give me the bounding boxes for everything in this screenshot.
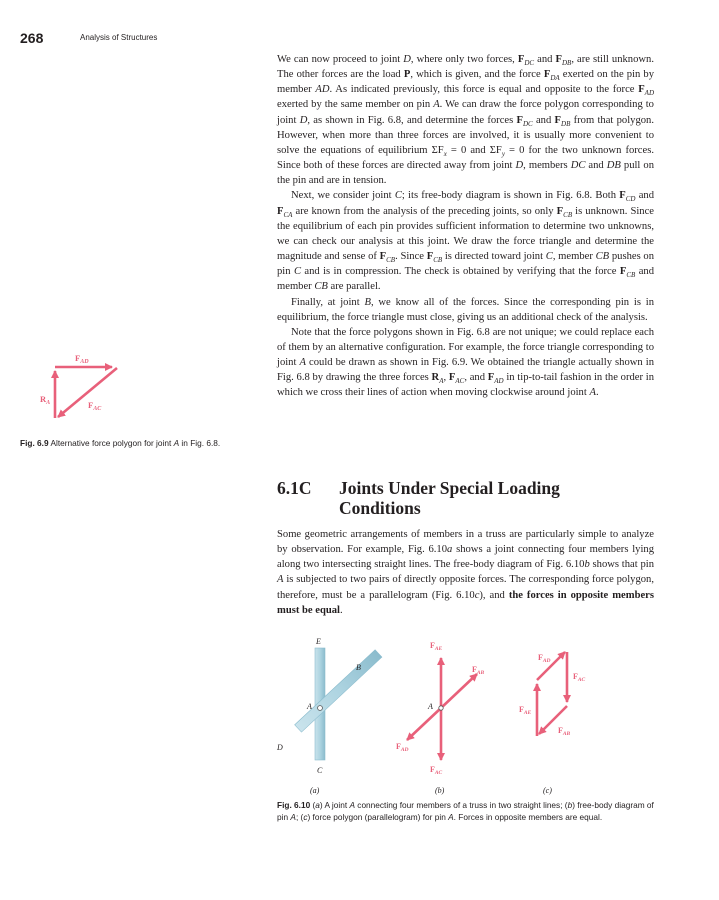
fig-6-10b-free-body	[396, 641, 485, 776]
text-run: and is in compression. The check is obtained by verifying that the force	[301, 266, 620, 278]
fb-pin	[439, 706, 443, 710]
text-run: shows a joint connecting four members lying along two intersecting straight lines. The free-body diagram of Fig. 6.10	[277, 544, 654, 571]
text-run: F	[619, 266, 627, 278]
text-run: A	[277, 574, 284, 586]
text-run: DB	[606, 160, 621, 172]
text-run: (	[310, 800, 316, 810]
text-run: A	[299, 357, 306, 369]
fig-6-9-caption-text	[49, 438, 221, 448]
text-run: CD	[625, 195, 636, 204]
text-run: A	[433, 99, 440, 111]
section-title-line1: Joints Under Special Loading	[339, 478, 560, 498]
text-run: pushes on pin	[277, 251, 655, 278]
text-run: pull on the pin and are in tension.	[277, 160, 654, 187]
text-run: F	[448, 372, 456, 384]
text-run: Some geometric arrangements of members in a truss are particularly simple to analyze by observation. For example, Fig. 6.10	[277, 529, 654, 556]
text-run: c	[474, 589, 480, 601]
text-run: = 0 for the two unknown forces. Since both of these forces are directed away from joint	[277, 144, 654, 172]
text-run: a	[315, 800, 320, 810]
text-run: ΣF	[431, 144, 444, 156]
text-run: the forces in opposite members must be equal	[277, 589, 654, 616]
text-run: and member	[277, 266, 654, 293]
text-run: We can now proceed to joint	[277, 54, 404, 65]
text-run: and	[532, 114, 555, 126]
member-db	[295, 650, 382, 732]
text-run: CB	[563, 210, 573, 219]
text-run: AC	[455, 377, 465, 386]
text-run: y	[501, 150, 505, 159]
text-run: . Forces in opposite members are equal.	[453, 812, 603, 822]
text-run: R	[431, 372, 440, 384]
fig-6-9-fad-label: $F_{AD}$	[75, 353, 89, 365]
body-paragraph	[277, 325, 654, 401]
fb-fae-label: $F_{AE}$	[430, 641, 443, 652]
text-run: F	[543, 69, 551, 81]
fig-6-10c-force-polygon	[519, 652, 586, 737]
text-run: , are still unknown. The other forces are the load	[277, 54, 654, 81]
fig-6-9-force-triangle	[20, 345, 140, 435]
fb-fab-arrow	[441, 674, 477, 708]
text-run: , and	[464, 372, 488, 384]
sublabel-b: (b)	[435, 786, 445, 795]
text-run: AD	[494, 377, 504, 386]
text-run: . Since	[395, 251, 427, 263]
text-run: AD	[644, 89, 655, 98]
text-run: F	[277, 205, 284, 217]
text-run: and	[635, 190, 654, 202]
text-run: ) free-body diagram of pin	[277, 800, 654, 822]
text-run: .	[595, 387, 599, 399]
body-paragraph	[277, 52, 654, 188]
fig-6-9-caption-label: Fig. 6.9	[20, 438, 49, 448]
fp-fae-label: $F_{AE}$	[519, 705, 532, 716]
text-run: F	[517, 54, 525, 65]
sublabel-c: (c)	[543, 786, 552, 795]
text-run: A	[439, 377, 444, 386]
fb-fab-label: $F_{AB}$	[472, 665, 485, 676]
text-run: D	[403, 54, 411, 65]
text-run: DB	[561, 59, 572, 68]
text-run: x	[443, 150, 447, 159]
text-run: DC	[524, 59, 535, 68]
text-run: ; (	[295, 812, 304, 822]
text-run: ) A joint	[319, 800, 350, 810]
label-a: A	[307, 702, 312, 711]
text-run: , where only two forces,	[410, 54, 518, 65]
fig-6-10-caption	[277, 799, 657, 823]
text-run: Alternative force polygon for joint	[48, 438, 174, 448]
text-run: CB	[433, 256, 443, 265]
text-run: in tip-to-tail fashion in the order in which we cross their lines of action when moving clockwise around joint	[277, 372, 654, 399]
text-run: Finally, at joint	[291, 296, 365, 308]
text-run: F	[426, 251, 434, 263]
text-run: F	[379, 251, 387, 263]
section-number: 6.1C	[277, 478, 312, 498]
text-run: in Fig. 6.8.	[179, 438, 221, 448]
fp-fab-label: $F_{AB}$	[558, 726, 571, 737]
text-run: C	[293, 266, 302, 278]
text-run: A	[173, 438, 180, 448]
page-number: 268	[20, 30, 44, 46]
text-run: could be drawn as shown in Fig. 6.9. We obtained the triangle actually shown in Fig. 6.8 by drawing the three forces	[277, 357, 654, 384]
text-run: .	[339, 604, 343, 616]
text-run: , which is given, and the force	[410, 69, 544, 81]
text-run: shows that pin	[589, 559, 654, 571]
text-run: ; its free-body diagram is shown in Fig. 6.8. Both	[401, 190, 620, 202]
text-run: CA	[283, 210, 293, 219]
text-run: DC	[522, 119, 533, 128]
text-run: F	[487, 372, 495, 384]
running-title: Analysis of Structures	[80, 33, 158, 42]
text-run: DB	[561, 119, 571, 128]
text-run: , we know all of the forces. Since the corresponding pin is in equilibrium, the force triangle must close, giving us an additional check of the analysis.	[277, 296, 654, 323]
text-run: DA	[550, 74, 560, 83]
text-run: P	[403, 69, 411, 81]
body-paragraph	[277, 188, 654, 294]
text-run: F	[516, 114, 523, 126]
fig-6-9-fac-label: $F_{AC}$	[88, 400, 102, 412]
text-run: C	[545, 251, 553, 263]
pin-a	[318, 706, 323, 711]
fb-fad-arrow	[407, 708, 441, 740]
section-body	[277, 527, 654, 618]
text-run: is subjected to two pairs of directly opposite forces. The corresponding force polygon, therefore, must be a parallelogram (Fig. 6.10	[277, 574, 654, 601]
section-title-line2: Conditions	[339, 498, 421, 518]
text-run: . As indicated previously, this force is equal and opposite to the force	[329, 84, 639, 96]
text-run: exerted on the pin by member	[277, 69, 654, 96]
fp-fad-label: $F_{AD}$	[538, 653, 551, 664]
text-run: D	[515, 160, 524, 172]
label-c: C	[317, 766, 323, 775]
text-run: ΣF	[489, 144, 502, 156]
text-run: A	[290, 812, 296, 822]
section-heading	[277, 478, 657, 518]
text-run: b	[584, 559, 590, 571]
fig-6-10-caption-text	[277, 800, 654, 822]
text-run: D	[299, 114, 308, 126]
text-run: C	[394, 190, 402, 202]
text-run: CB	[314, 281, 328, 293]
text-run: connecting four members of a truss in two straight lines; (	[354, 800, 568, 810]
text-run: c	[303, 812, 308, 822]
text-run: and	[534, 54, 556, 65]
text-run: , as shown in Fig. 6.8, and determine the forces	[307, 114, 517, 126]
text-run: B	[364, 296, 371, 308]
fb-fac-label: $F_{AC}$	[430, 765, 443, 776]
fp-fac-label: $F_{AC}$	[573, 672, 586, 683]
text-run: DC	[570, 160, 586, 172]
text-run: exerted by the same member on pin	[277, 99, 434, 111]
text-run: A	[448, 812, 454, 822]
fig-6-9-caption	[20, 437, 265, 449]
label-b: B	[356, 663, 361, 672]
text-run: . We can draw the force polygon corresponding to joint	[277, 99, 654, 126]
text-run: is unknown. Since the equilibrium of each pin provides sufficient information to determine two unknowns, we can check our analysis at this joint. We draw the force triangle and determine the magnitude and sense of	[277, 205, 654, 263]
text-run: , member	[552, 251, 596, 263]
text-run: F	[619, 190, 626, 202]
text-run: from that polygon. However, when more than three forces are involved, it is usually more convenient to solve the equations of equilibrium	[277, 114, 654, 156]
text-run: Next, we consider joint	[291, 190, 395, 202]
text-run: and	[585, 160, 607, 172]
fig-6-10a-joint	[276, 637, 382, 775]
text-run: = 0 and	[446, 144, 490, 156]
label-d: D	[277, 743, 283, 752]
fig-6-10-caption-label: Fig. 6.10	[277, 800, 311, 810]
text-run: Note that the force polygons shown in Fig. 6.8 are not unique; we could replace each of them by an alternative configuration. For example, the force triangle corresponding to joint	[277, 326, 654, 369]
text-run: AD	[315, 84, 330, 96]
fb-fad-label: $F_{AD}$	[396, 742, 409, 753]
text-run: b	[567, 800, 573, 810]
text-run: CB	[626, 271, 636, 280]
text-run: CB	[386, 256, 396, 265]
text-run: a	[447, 544, 453, 556]
label-e: E	[316, 637, 321, 646]
text-run: ,	[443, 372, 449, 384]
text-run: are known from the analysis of the preceding joints, so only	[292, 205, 557, 217]
body-paragraph	[277, 295, 654, 325]
body-text	[277, 52, 654, 401]
text-run: F	[554, 114, 562, 126]
text-run: CB	[595, 251, 610, 263]
text-run: are parallel.	[327, 281, 381, 293]
text-run: F	[556, 205, 564, 217]
fig-6-10-drawing	[270, 632, 660, 797]
section-paragraph	[277, 527, 654, 618]
text-run: F	[555, 54, 562, 65]
fb-label-a: A	[428, 702, 433, 711]
text-run: F	[638, 84, 645, 96]
text-run: A	[589, 387, 596, 399]
sublabel-a: (a)	[310, 786, 320, 795]
text-run: A	[349, 800, 355, 810]
text-run: , members	[523, 160, 571, 172]
text-run: is directed toward joint	[442, 251, 546, 263]
text-run: ) force polygon (parallelogram) for pin	[307, 812, 449, 822]
text-run: ), and	[479, 589, 509, 601]
fig-6-9-ra-label: $R_A$	[40, 394, 51, 406]
